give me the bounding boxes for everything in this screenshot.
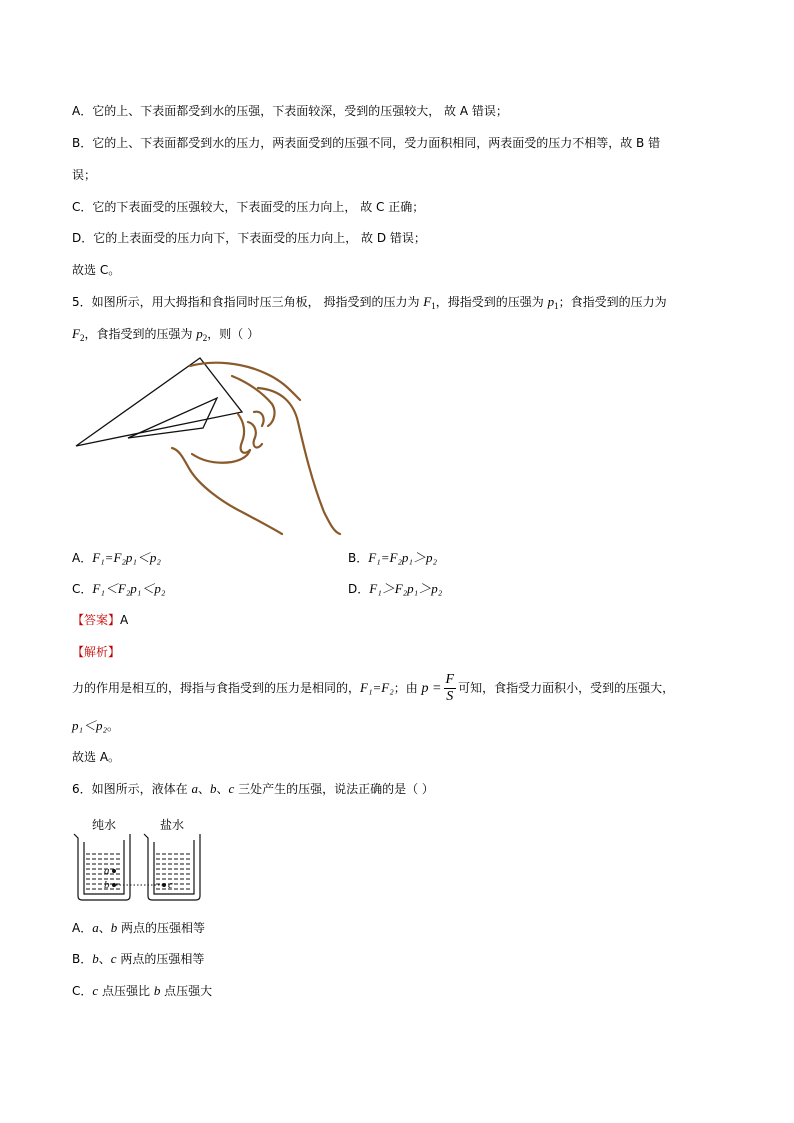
q5-p1: p: [547, 294, 555, 309]
q6-option-a: A．a、b 两点的压强相等: [72, 920, 206, 935]
point-c: [162, 883, 166, 887]
liquid-hatching: [86, 854, 192, 889]
q5-answer: [72, 612, 128, 628]
q5-analysis-line2: p₁＜p₂。: [72, 718, 120, 733]
q4-option-c: C．它的下表面受的压强较大，下表面受的压力向上， 故 C 正确；: [72, 200, 425, 214]
q5-f2: F: [72, 326, 80, 341]
q5-option-b: B．F₁=F₂p₁＞p₂: [348, 550, 437, 565]
pressure-formula-p: p =: [421, 681, 442, 696]
q5-option-a: A．F₁=F₂p₁＜p₂: [72, 550, 161, 565]
label-pure-water: 纯水: [92, 818, 117, 832]
q5-f1: F: [423, 294, 432, 309]
point-b: [112, 883, 116, 887]
triangle-ruler-hand-figure: [72, 352, 352, 537]
q5-stem-line2: $F_2$，食指受到的压强为 $p_2$，则（ ）: [72, 326, 260, 343]
q5-analysis-tag: 【解析】: [72, 645, 121, 659]
q6-option-c: C．c 点压强比 b 点压强大: [72, 983, 213, 998]
q4-option-d: D．它的上表面受的压力向下，下表面受的压力向上， 故 D 错误；: [72, 231, 426, 245]
triangle-ruler: [76, 358, 242, 446]
q5-analysis-line1: 力的作用是相互的，拇指与食指受到的压力是相同的，F₁=F₂；由 p = $\frac{F}{S}$ 可知，食指受力面积小，受到的压强大，: [72, 672, 675, 704]
q6-option-b: B．b、c 两点的压强相等: [72, 951, 205, 966]
point-b-label: b: [104, 879, 110, 891]
label-salt-water: 盐水: [160, 818, 185, 832]
answer-value: A: [120, 613, 129, 627]
pressure-formula-fraction: $\frac{F}{S}$: [445, 672, 455, 704]
q5-option-c: C．F₁＜F₂p₁＜p₂: [72, 581, 166, 596]
beakers-figure: [70, 832, 220, 904]
q4-option-a: A．它的上、下表面都受到水的压强，下表面较深，受到的压强较大， 故 A 错误；: [72, 104, 508, 118]
point-c-label: c: [168, 879, 173, 891]
point-a-label: a: [104, 865, 110, 877]
point-a: [112, 869, 116, 873]
answer-tag: 【答案】: [72, 613, 121, 627]
q5-p2: p: [196, 326, 203, 341]
q4-conclusion: 故选 C。: [72, 263, 121, 277]
q4-option-b-line2: 误；: [72, 168, 97, 182]
q4-option-b-line1: B．它的上、下表面都受到水的压力，两表面受到的压强不同，受力面积相同，两表面受的压力不相等，故 B 错: [72, 136, 661, 150]
beaker-pure-water: [74, 834, 130, 900]
q6-stem: 6．如图所示，液体在 a、b、c 三处产生的压强，说法正确的是（ ）: [72, 781, 434, 796]
q5-stem-line1: 5．如图所示，用大拇指和食指同时压三角板， 拇指受到的压力为 $F_1$，拇指受到的压强为 $p_1$；食指受到的压力为: [72, 294, 667, 311]
q5-option-d: D．F₁＞F₂p₁＞p₂: [348, 581, 443, 596]
hand-outline: [172, 363, 340, 534]
q5-conclusion: 故选 A。: [72, 750, 121, 764]
